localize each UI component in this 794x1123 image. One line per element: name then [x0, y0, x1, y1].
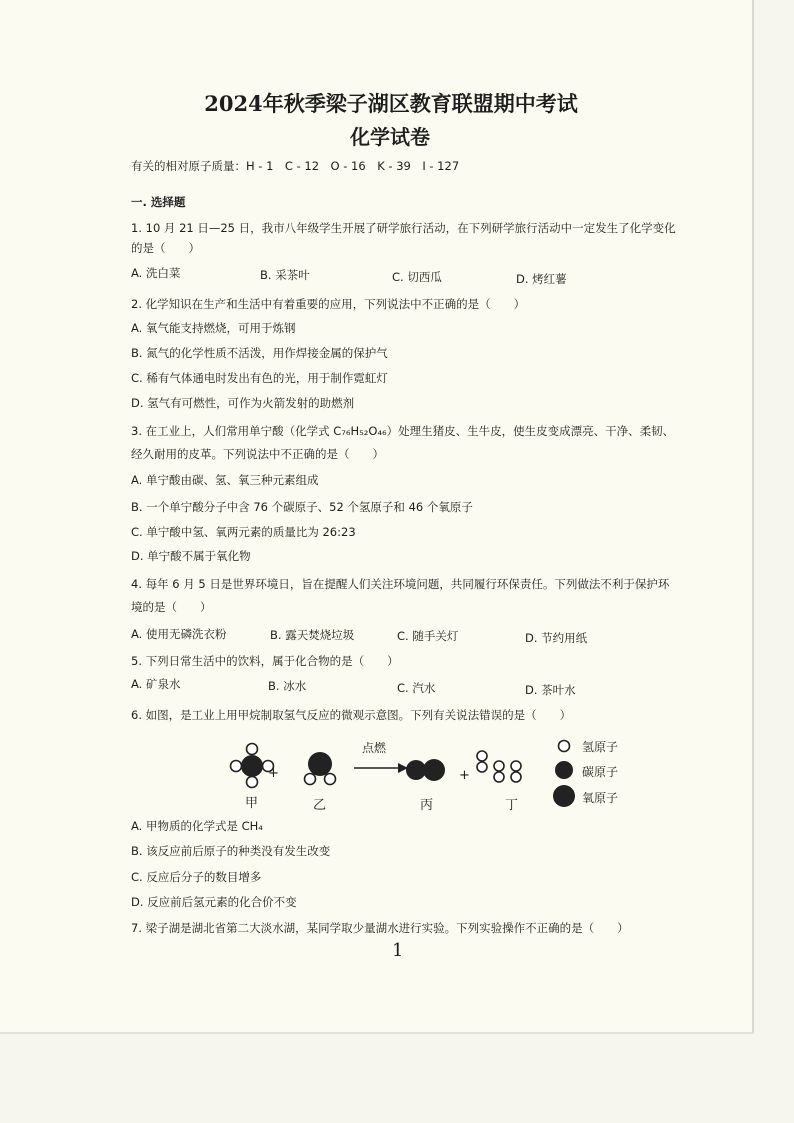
q5-option-d: D. 茶叶水	[525, 683, 576, 697]
exam-title: 2024年秋季梁子湖区教育联盟期中考试	[204, 91, 578, 116]
label-yi: 乙	[313, 798, 327, 813]
q5-option-c: C. 汽水	[397, 681, 436, 695]
plus-sign-2: +	[459, 768, 470, 783]
q3-option-b: B. 一个单宁酸分子中含 76 个碳原子、52 个氢原子和 46 个氧原子	[131, 500, 473, 514]
q4-stem-line2: 境的是（ ）	[131, 600, 212, 614]
label-bing: 丙	[420, 798, 434, 813]
legend-oxygen: 氧原子	[582, 791, 619, 805]
q1-option-c: C. 切西瓜	[392, 270, 442, 284]
q2-option-d: D. 氢气有可燃性，可作为火箭发射的助燃剂	[131, 396, 355, 410]
q4-option-c: C. 随手关灯	[397, 629, 459, 643]
label-ding: 丁	[505, 798, 519, 813]
q5-stem: 5. 下列日常生活中的饮料，属于化合物的是（ ）	[131, 654, 399, 668]
reaction-arrow	[354, 763, 408, 773]
q3-option-a: A. 单宁酸由碳、氢、氧三种元素组成	[131, 473, 319, 487]
reaction-diagram	[220, 736, 640, 816]
plus-sign-1: +	[268, 766, 279, 781]
q3-option-c: C. 单宁酸中氢、氧两元素的质量比为 26:23	[131, 525, 356, 539]
q5-option-b: B. 冰水	[268, 679, 307, 693]
molecule-water	[305, 752, 336, 785]
exam-subtitle: 化学试卷	[350, 125, 430, 149]
section-heading: 一. 选择题	[131, 195, 186, 209]
q1-option-d: D. 烤红薯	[516, 272, 567, 286]
q1-option-b: B. 采茶叶	[260, 268, 310, 282]
legend-carbon: 碳原子	[582, 765, 619, 779]
label-jia: 甲	[245, 796, 259, 811]
q4-option-d: D. 节约用纸	[525, 631, 588, 645]
q6-stem: 6. 如图，是工业上用甲烷制取氢气反应的微观示意图。下列有关说法错误的是（ ）	[131, 708, 572, 722]
q7-stem: 7. 梁子湖是湖北省第二大淡水湖，某同学取少量湖水进行实验。下列实验操作不正确的是（ ）	[131, 921, 629, 935]
q4-stem-line1: 4. 每年 6 月 5 日是世界环境日，旨在提醒人们关注环境问题，共同履行环保责任。下列做法不利于保护环	[131, 577, 670, 591]
q1-stem-line2: 的是（ ）	[131, 241, 200, 255]
legend-symbols	[553, 741, 575, 808]
molecules-hydrogen	[477, 751, 521, 782]
q2-option-a: A. 氧气能支持燃烧，可用于炼钢	[131, 321, 296, 335]
q6-option-a: A. 甲物质的化学式是 CH₄	[131, 819, 263, 833]
q4-option-a: A. 使用无磷洗衣粉	[131, 627, 227, 641]
legend-hydrogen: 氢原子	[582, 740, 619, 754]
q1-stem-line1: 1. 10 月 21 日—25 日，我市八年级学生开展了研学旅行活动，在下列研学旅行活动中一定发生了化学变化	[131, 221, 676, 235]
q3-stem-line2: 经久耐用的皮革。下列说法中不正确的是（ ）	[131, 447, 384, 461]
q2-option-b: B. 氮气的化学性质不活泼，用作焊接金属的保护气	[131, 346, 388, 360]
q2-stem: 2. 化学知识在生产和生活中有着重要的应用，下列说法中不正确的是（ ）	[131, 297, 526, 311]
atomic-mass-line: 有关的相对原子质量：H - 1 C - 12 O - 16 K - 39 I - 127	[131, 159, 460, 173]
q6-option-b: B. 该反应前后原子的种类没有发生改变	[131, 844, 331, 858]
reaction-condition: 点燃	[362, 741, 387, 755]
page-number: 1	[392, 940, 404, 961]
q4-option-b: B. 露天焚烧垃圾	[270, 628, 355, 642]
q1-option-a: A. 洗白菜	[131, 266, 181, 280]
q6-option-c: C. 反应后分子的数目增多	[131, 870, 262, 884]
molecule-co	[406, 759, 445, 781]
q5-option-a: A. 矿泉水	[131, 677, 181, 691]
q6-option-d: D. 反应前后氢元素的化合价不变	[131, 895, 297, 909]
q3-option-d: D. 单宁酸不属于氧化物	[131, 549, 251, 563]
q3-stem-line1: 3. 在工业上，人们常用单宁酸（化学式 C₇₆H₅₂O₄₆）处理生猪皮、生牛皮，使生皮变成漂亮、干净、柔韧、	[131, 424, 675, 438]
q2-option-c: C. 稀有气体通电时发出有色的光，用于制作霓虹灯	[131, 371, 388, 385]
